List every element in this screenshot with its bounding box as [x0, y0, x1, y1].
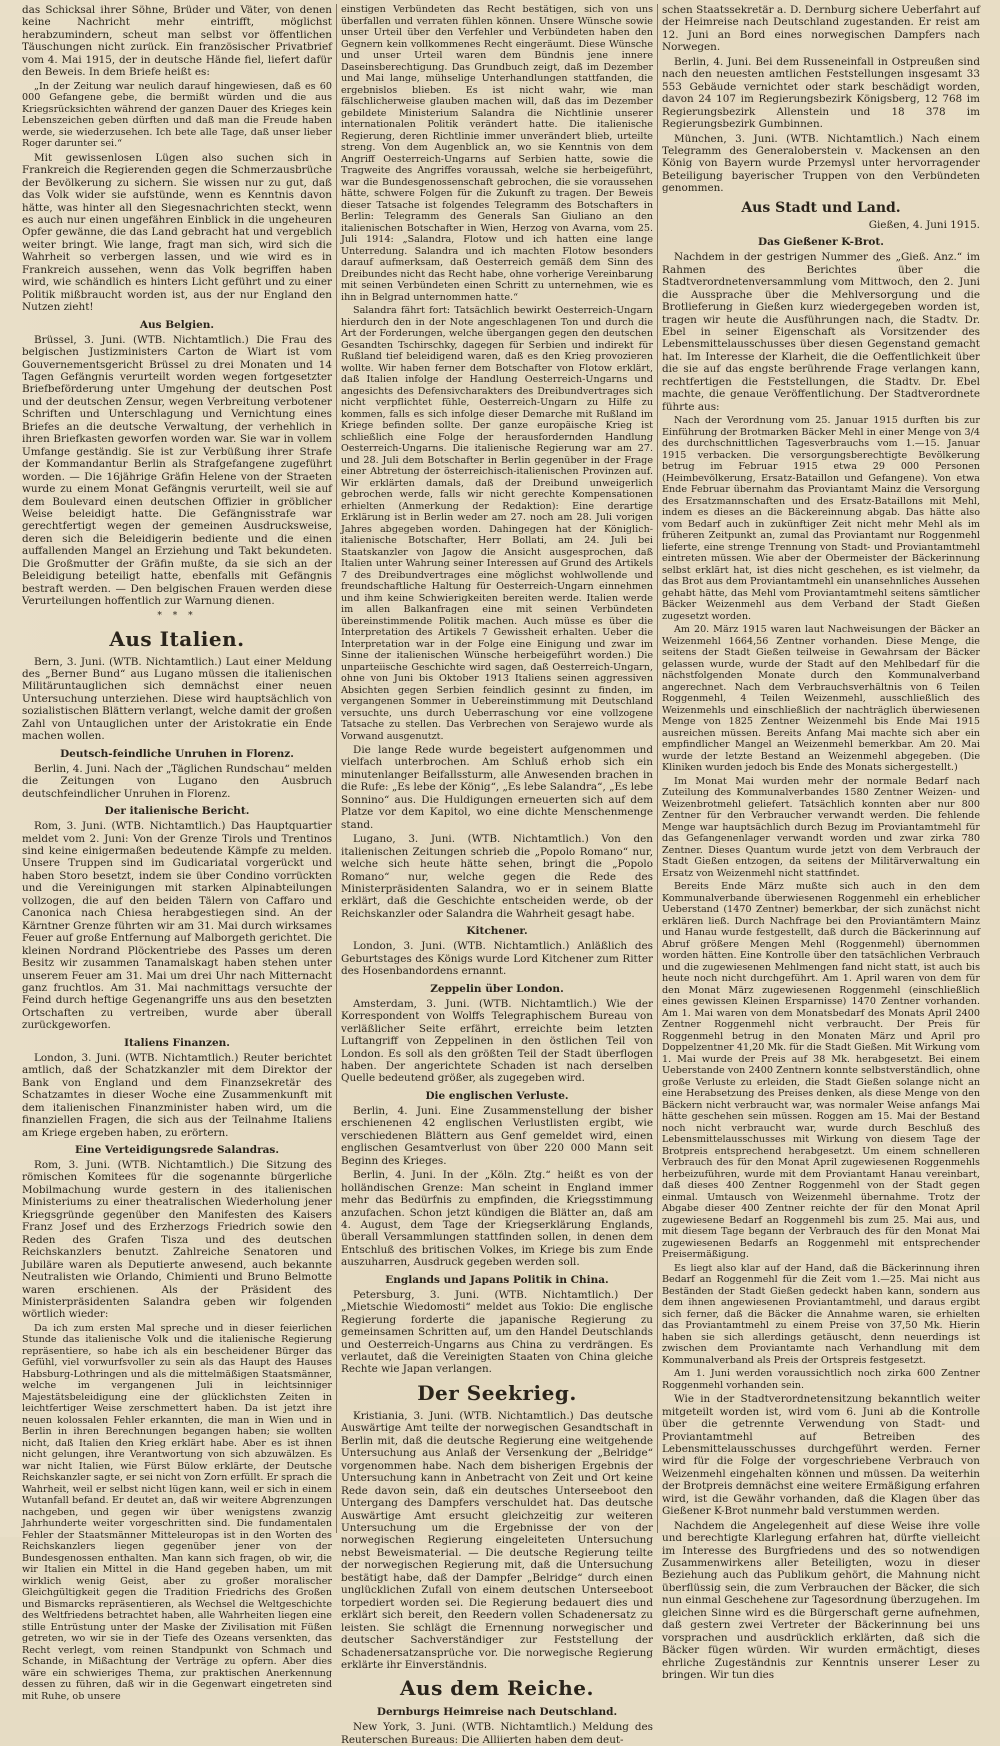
quoted-speech: Im Monat Mai wurden mehr der normale Bedarf nach Zuteilung des Kommunalverbandes 1580 Zentner Weizen- und Weizenbrotmehl geliefert. Tatsächlich konnten aber nur 800 Zentner für den Verbraucher verwandt werden. Die fehlende Menge war hauptsächlich durch Bezug im Proviantamtmehl für das Gefangenenlager verwandt worden und zwar zirka 780 Zentner. Dieses Quantum wurde jetzt von dem Verbrauch der Stadt Gießen entzogen, da seitens der Militärverwaltung ein Ersatz von Weizenmehl nicht stattfindet. — [662, 775, 980, 879]
article-text: Berlin, 4. Juni. Eine Zusammenstellung der bisher erschienenen 42 englischen Verlustlisten ergibt, wie verschiedenen Blättern aus Genf gemeldet wird, einen englischen Gesamtverlust von über 220 000 Mann seit Beginn des Krieges. — [341, 1104, 653, 1167]
section-heading-china: Englands und Japans Politik in China. — [385, 1273, 609, 1286]
article-text: Wie in der Stadtverordnetensitzung bekanntlich weiter mitgeteilt worden ist, wird vom 6. Juni ab die Kontrolle über die getrennte Verwendung von Stadt- und Proviantamtmehl auf Betreiben des Lebensmittelausschusses durchgeführt werden. Ferner wird für die Folge der vorgeschriebene Verbrauch von Weizenmehl eingehalten können und müssen. Da weiterhin der Brotpreis demnächst eine weitere Ermäßigung erfahren wird, ist die Gewähr vorhanden, daß die Klagen über das Gießener K-Brot nunmehr bald verstummen werden. — [662, 1393, 980, 1518]
article-text: München, 3. Juni. (WTB. Nichtamtlich.) Nach einem Telegramm des Generaloberstein v. Mackensen an den König von Bayern wurde Przemysl unter hervorragender Beteiligung bayerischer Truppen von den Verbündeten genommen. — [662, 132, 980, 195]
quoted-speech: Da ich zum ersten Mal spreche und in dieser feierlichen Stunde das italienische Volk und die italienische Regierung repräsentiere, so habe ich als ein bescheidener Bürger das Gefühl, viel vorwurfsvoller zu sein als das Haupt des Hauses Habsburg-Lothringen und als die mittelmäßigen Staatsmänner, welche im vergangenen Juli in leichtsinniger Majestätsbeleidigung eine der glücklichsten Zeiten in leichtfertiger Weise zerschmettert haben. Da ist jetzt ihre neuen kolossalen Fehler erkannten, die man in Wien und in Berlin in ihren Berechnungen begangen haben; sie wollten nicht, daß Italien den Krieg erklärt habe. Aber es ist ihnen nicht gelungen, ihre Verantwortung von sich abzuwälzen. Es war nicht Italien, wie Fürst Bülow erklärte, der Deutsche Reichskanzler sagte, er sei nicht von Zorn erfüllt. Er sprach die Wahrheit, weil er selbst nicht lügen kann, weil er sich in einem Wutanfall befand. Er deutet an, daß wir weitere Abgrenzungen nachgeben, und gegen wir über wenigstens zwanzig Jahrhunderte weiter vorgeschritten sind. Die fundamentalen Fehler der Staatsmänner Mitteleuropas ist in den Worten des Reichskanzlers liegen gegenüber jener von der Bundesgenossen enthalten. Man kann sich fragen, ob wir, die wir Italien ein Mittel in die Hand gegeben haben, um mit wirklich wenig Geist, aber zu großer moralischer Gleichgültigkeit gegen die Tradition Friedrichs des Großen und Bismarcks repräsentieren, als Wechsel die Weltgeschichte des Weltfriedens betrachtet haben, alle Wahrheiten liegen eine stille Entrüstung unter der Maske der Zivilisation mit Füßen getreten, wo wir sie in der Tiefe des Ozeans versenkten, das Recht verlegt, vom reinen Standpunkt von Schmach und Schande, in Mißachtung der Verträge zu opfern. Aber dies wäre ein schwieriges Thema, zur praktischen Anerkennung dessen zu führen, daß wir in die Gegenwart eingetreten sind mit Ruhe, ob unsere — [22, 1322, 333, 1702]
article-text: Berlin, 4. Juni. Nach der „Täglichen Rundschau“ melden die Zeitungen von Lugano den Ausbruch deutschfeindlicher Unruhen in Florenz. — [22, 762, 332, 800]
quoted-letter: „In der Zeitung war neulich darauf hingewiesen, daß es 60 000 Gefangene gebe, die bermißt würden und die aus Kriegsrücksichten während der ganzen Dauer des Krieges kein Lebenszeichen geben dürften und daß man die Freude haben werde, sie wiederzusehen. Ich bete alle Tage, daß unser lieber Roger darunter sei.“ — [22, 80, 332, 150]
dateline: Gießen, 4. Juni 1915. — [868, 218, 980, 231]
article-text: Berlin, 4. Juni. In der „Köln. Ztg.“ heißt es von der holländischen Grenze: Man scheint in England immer mehr das Bedürfnis zu empfinden, die Kriegsstimmung anzufachen. Schon jetzt kündigen die Blätter an, daß am 4. August, dem Tage der Kriegserklärung Englands, überall Versammlungen stattfinden sollen, in denen dem Entschluß des britischen Volkes, im Kriege bis zum Ende auszuharren, Ausdruck gegeben werden soll. — [341, 1169, 653, 1269]
section-heading-verluste: Die englischen Verluste. — [425, 1089, 569, 1102]
section-heading-stadt: Aus Stadt und Land. — [741, 199, 901, 216]
quoted-speech: einstigen Verbündeten das Recht bestätigen, sich von uns überfallen und verraten fühlen können. Unsere Wünsche sowie unser Urteil über den Verfehler und Verbündeten haben den Gegnern kein vollkommenes Recht eingeräumt. Diese Wünsche und unser Urteil waren dem Bündnis jene innere Daseinsberechtigung. Das Grundbuch zeigt, daß im Dezember und Mai lange, mühselige Unterhandlungen stattfanden, die ergebnislos blieben. Es ist nicht wahr, wie man fälschlicherweise glauben machen will, daß das im Dezember gebildete Ministerium Salandra die Nichtlinie unserer internationalen Politik verändert hatte. Die italienische Regierung, deren Richtlinie immer unverändert blieb, urteilte streng. Von dem Augenblick an, wo sie Kenntnis von dem Angriff Oesterreich-Ungarns auf Serbien hatte, sowie die Tragweite des Angriffes voraussah, welche sie herbeigeführt, war die Bundesgenossenschaft gebrochen, die sie voraussehen hätte, schwere Folgen für die Zukunft zu tragen. Der Beweis dieser Tatsache ist folgendes Telegramm des Botschafters in Berlin: Telegramm des Generals San Giuliano an den italienischen Botschafter in Wien, Herzog von Avarna, vom 25. Juli 1914: „Salandra, Flotow und ich hatten eine lange Unterredung. Salandra und ich machten Flotow besonders darauf aufmerksam, daß Oesterreich gemäß dem Sinn des Dreibundes nicht das Recht habe, ohne vorherige Vereinbarung mit seinen Verbündeten einen Schritt zu unternehmen, wie es ihn in Belgrad unternommen hatte.“ — [341, 4, 653, 303]
article-text: Lugano, 3. Juni. (WTB. Nichtamtlich.) Von den italienischen Zeitungen schrieb die „Popolo Romano“ nur, welche sich heute hätte sehen, bringt die „Popolo Romano“ nur, welche gegen die Rede des Ministerpräsidenten Salandra, wo er in seinem Blatte erklärt, daß die Geschichte entscheiden werde, ob der Reichskanzler oder Salandra die Wahrheit gesagt habe. — [341, 833, 653, 920]
article-text: Mit gewissenlosen Lügen also suchen sich in Frankreich die Regierenden gegen die Schmerzausbrüche der Bevölkerung zu sichern. Sie wissen nur zu gut, daß das Volk wider sie aufstünde, wenn es Kenntnis davon hätte, was hinter all den Siegesnachrichten steckt, wenn es auch nur einen ungefähren Einblick in die ungeheuren Opfer gewänne, die das Land gebracht hat und vergeblich weiter bringt. Wie lange, fragt man sich, wird sich die Wahrheit so verbergen lassen, und wie wird es in Frankreich aussehen, wenn das Volk begriffen haben wird, wie schändlich es hinters Licht geführt und zu einer Politik mißbraucht worden ist, aus der nur England den Nutzen zieht! — [22, 151, 332, 314]
section-heading-kitchener: Kitchener. — [466, 925, 528, 938]
section-heading-finanzen: Italiens Finanzen. — [124, 1036, 230, 1049]
section-heading-belgien: Aus Belgien. — [139, 318, 215, 331]
article-text: London, 3. Juni. (WTB. Nichtamtlich.) Anläßlich des Geburtstages des Königs wurde Lord Kitchener zum Ritter des Hosenbandordens ernannt. — [341, 940, 653, 978]
section-heading-zeppelin: Zeppelin über London. — [430, 982, 564, 995]
section-heading-salandra: Eine Verteidigungsrede Salandras. — [74, 1143, 280, 1156]
article-text: Nachdem in der gestrigen Nummer des „Gieß. Anz.“ im Rahmen des Berichtes über die Stadtverordnetenversammlung vom Mittwoch, den 2. Juni die Aussprache über die Mehlversorgung und die Brotlieferung in Gießen kurz wiedergegeben worden ist, tragen wir heute die Ausführungen nach, die Stadtv. Dr. Ebel in seiner Eigenschaft als Vorsitzender des Lebensmittelausschusses über diesen Gegenstand gemacht hat. Im Interesse der Klarheit, die die Oeffentlichkeit über die sie auf das engste berührende Frage verlangen kann, rechtfertigen die Feststellungen, die Stadtv. Dr. Ebel machte, die genaue Veröffentlichung. Der Stadtverordnete führte aus: — [662, 251, 980, 413]
section-heading-florenz: Deutsch-feindliche Unruhen in Florenz. — [60, 747, 294, 760]
quoted-speech: Bereits Ende März mußte sich auch in den dem Kommunalverbande überwiesenen Roggenmehl ein erheblicher Ueberstand (1470 Zentner) bemerkbar, der sich zunächst nicht erklären ließ. Durch Nachfrage bei den Proviantämtern Mainz und Hanau wurde festgestellt, daß durch die Bäckerinnung auf Abruf größere Mengen Mehl (Roggenmehl) übernommen worden hätten. Eine Kontrolle über den tatsächlichen Verbrauch und die zugewiesenen Mehlmengen fand nicht statt, ist auch bis heute noch nicht durchgeführt. Am 1. April waren von dem für den Monat März zugewiesenen Roggenmehl (einschließlich eines gewissen Kleinen Ersparnisse) 1470 Zentner vorhanden. Am 1. Mai waren von dem Monatsbedarf des Monats April 2400 Zentner Roggenmehl nicht verbraucht. Der Preis für Roggenmehl betrug in den Monaten März und April pro Doppelzentner 41,20 Mk. für die Stadt Gießen. Mit Wirkung vom 1. Mai wurde der Preis auf 38 Mk. herabgesetzt. Bei einem Ueberstande von 2400 Zentnern konnte selbstverständlich, ohne große Verluste zu erleiden, die Stadt Gießen solange nicht an eine Herabsetzung des Preises denken, als diese Menge von den Bäckern nicht verbraucht war, was normaler Weise anfangs Mai hätte geschehen sein müssen. Roggen am 15. Mai der Bestand noch nicht verbraucht war, wurde durch Beschluß des Lebensmittelausschusses mit Wirkung von diesem Tage der Brotpreis entsprechend herabgesetzt. Um einem schnelleren Verbrauch des für den Monat April zugewiesenen Roggenmehls herbeizuführen, wurde mit dem Proviantamt Hanau vereinbart, daß dieses 400 Zentner Roggenmehl von der Stadt gegen einmal. Umtausch von Weizenmehl übernahme. Trotz der Abgabe dieser 400 Zentner reichte der für den Monat April zugewiesene Bedarf an Roggenmehl bis zum 25. Mai aus, und mit diesem Tage begann der Verbrauch des für den Monat Mai zugewiesenen Bedarfs an Roggenmehl mit entsprechender Preisermäßigung. — [662, 881, 980, 1261]
section-heading-reiche: Aus dem Reiche. — [400, 1676, 594, 1701]
article-text: Nachdem die Angelegenheit auf diese Weise ihre volle und berechtigte Klarlegung erfahren hat, dürfte vielleicht im Interesse des Burgfriedens und des so notwendigen Zusammenwirkens aller Beteiligten, wozu in dieser Beziehung auch das Publikum gehört, die Mahnung nicht überflüssig sein, die zum Verbrauchen der Bäcker, die sich nun einmal Geschehene zur Tagesordnung überzugehen. Im gleichen Sinne wird es die Bürgerschaft gerne aufnehmen, daß gestern zwei Vertreter der Bäckerinnung bei uns vorsprachen und ausdrücklich erklärten, daß sich die Bäcker fügen würden. Wir wurden ermächtigt, dieses ehrliche Zugeständnis zur Kenntnis unserer Leser zu bringen. Wir tun dies — [662, 1519, 980, 1682]
article-text: Amsterdam, 3. Juni. (WTB. Nichtamtlich.) Wie der Korrespondent von Wolffs Telegraphischem Bureau von verläßlicher Seite erfährt, erreichte beim letzten Luftangriff von Zeppelinen in den östlichen Teil von London. Es soll als den größten Teil der Stadt überflogen haben. Der angerichtete Schaden ist nach derselben Quelle bedeutend größer, als zugegeben wird. — [341, 997, 653, 1085]
article-text: London, 3. Juni. (WTB. Nichtamtlich.) Reuter berichtet amtlich, daß der Schatzkanzler mit dem Direktor der Bank von England und dem Finanzsekretär des Schatzamtes in dieser Woche eine Zusammenkunft mit dem italienischen Finanzminister haben wird, um die finanziellen Fragen, die sich aus der Teilnahme Italiens am Kriege ergeben haben, zu erörtern. — [22, 1051, 332, 1139]
quoted-speech: Am 20. März 1915 waren laut Nachweisungen der Bäcker an Weizenmehl 1664,56 Zentner vorhanden. Diese Menge, die seitens der Stadt Gießen teilweise in Gewahrsam der Bäcker gelassen wurde, wurde der Stadt auf den Mehlbedarf für die nächstfolgenden Monate durch den Kommunalverband angerechnet. Nach dem Verbrauchsverhältnis von 6 Teilen Roggenmehl, 4 Teilen Weizenmehl, ausschließlich des Weizenmehls und einschließlich der nachträglich überwiesenen Menge von 1825 Zentner Weizenmehl bis Ende Mai 1915 ausreichen müssen. Bereits Anfang Mai machte sich aber ein empfindlicher Mangel an Weizenmehl bemerkbar. Am 20. Mai wurde der letzte Bestand an Weizenmehl abgegeben. (Die Kliniken wurden jedoch bis Ende des Monats sichergestellt.) — [662, 624, 980, 774]
column-rule — [336, 4, 337, 1533]
article-text: Rom, 3. Juni. (WTB. Nichtamtlich.) Das Hauptquartier meldet vom 2. Juni: Von der Grenze Tirols und Trentinos sind keine einigermaßen bedeutende Kämpfe zu melden. Unsere Truppen sind im Gudicariatal vorgerückt und haben Storo besetzt, indem sie über Condino vorrückten und die Vereinigungen mit starken Alpinabteilungen vollzogen, die auf den beiden Tälern von Caffaro und Canonica nach Chiesa herabgestiegen sind. An der Kärntner Grenze führten wir am 31. Mai durch wirksames Feuer auf große Entfernung auf Malborgeth gerichtet. Die kleinen Nordrand Plöckentriebe des Passes um deren Besitz wir zusammen Tanamalskagt haben stehen unter unserem Feuer am 31. Mai um drei Uhr nach Mitternacht ganz fruchtlos. Am 31. Mai nachmittags versuchte der Feind durch heftige Gegenangriffe uns aus den besetzten Ortschaften zu vertreiben, wurde aber überall zurückgeworfen. — [22, 820, 332, 1032]
article-text: Berlin, 4. Juni. Bei dem Russeneinfall in Ostpreußen sind nach den neuesten amtlichen Feststellungen insgesamt 33 553 Gebäude vernichtet oder stark beschädigt worden, davon 24 107 im Regierungsbezirk Königsberg, 12 768 im Regierungsbezirk Allenstein und 18 378 im Regierungsbezirk Gumbinnen. — [662, 55, 980, 131]
article-text: Brüssel, 3. Juni. (WTB. Nichtamtlich.) Die Frau des belgischen Justizministers Carton de Wiart ist vom Gouvernementsgericht Brüssel zu drei Monaten und 14 Tagen Gefängnis verurteilt worden wegen fortgesetzter Briefbeförderung unter Umgehung der deutschen Post und der deutschen Zensur, wegen Verbreitung verbotener Schriften und Unterschlagung und Vernichtung eines Briefes an die deutsche Verwaltung, der verhehlich in ihren Briefkasten geworfen worden war. Sie war in vollem Umfange geständig. Sie ist zur Verbüßung ihrer Strafe der Kommandantur Berlin als Strafgefangene zugeführt worden. — Die 16jährige Gräfin Helene von der Straeten wurde zu einem Monat Gefängnis verurteilt, weil sie auf dem Boulevard einen deutschen Offizier in gröblicher Weise beleidigt hatte. Die Gefängnisstrafe war gerechtfertigt wegen der gemeinen Ausdrucksweise, deren sich die Beleidigerin bediente und die einen auffallenden Mangel an Erziehung und Takt bekundeten. Die Großmutter der Gräfin mußte, da sie sich an der Beleidigung beteiligt hatte, ebenfalls mit Gefängnis bestraft werden. — Den belgischen Frauen werden diese Verurteilungen hoffentlich zur Warnung dienen. — [22, 333, 332, 608]
column-rule — [657, 4, 658, 1533]
separator-stars: * * * — [157, 610, 197, 621]
section-heading-dernburg: Dernburgs Heimreise nach Deutschland. — [376, 1706, 618, 1719]
section-heading-bericht: Der italienische Bericht. — [104, 805, 250, 818]
quoted-speech: Nach der Verordnung vom 25. Januar 1915 durften bis zur Einführung der Brotmarken Bäcker Mehl in einer Menge von 3/4 des durchschnittlichen Tagesverbrauchs vom 1.—15. Januar 1915 verbacken. Die versorgungsberechtigte Bevölkerung betrug im Februar 1915 etwa 29 000 Personen (Heimbevölkerung, Ersatz-Bataillon und Gefangene). Von etwa Ende Februar übernahm das Proviantamt Mainz die Versorgung des Ersatzmannschaften und des Ersatz-Bataillons mit Mehl, indem es dieses an die Bäckereinnung abgab. Das hätte also vom Bedarf auch in zukünftiger Zeit nicht mehr Mehl als im früheren Zeitpunkt an, zumal das Proviantamt nur Roggenmehl lieferte, eine strenge Trennung von Stadt- und Proviantamtmehl eintreten müssen. Wie aber der Obermeister der Bäckerinnung selbst erklärt hat, ist dies nicht geschehen, es ist vielmehr, da das Brot aus dem Proviantamtmehl ein unansehnliches Aussehen gehabt hätte, das Mehl vom Proviantamtmehl seitens sämtlicher Bäcker Weizenmehl aus dem Verband der Stadt Gießen zugesetzt worden. — [662, 415, 980, 622]
article-text: Die lange Rede wurde begeistert aufgenommen und vielfach unterbrochen. Am Schluß erhob sich ein minutenlanger Beifallssturm, alle Anwesenden brachen in die Rufe: „Es lebe der König“, „Es lebe Salandra“, „Es lebe Sonnino“ aus. Die Huldigungen erneuerten sich auf dem Platze vor dem Kapitol, wo eine dichte Menschenmenge stand. — [341, 744, 653, 831]
section-heading-brot: Das Gießener K-Brot. — [758, 236, 884, 249]
article-text: Rom, 3. Juni. (WTB. Nichtamtlich.) Die Sitzung des römischen Komitees für die sogenannte bürgerliche Mobilmachung wurde gestern in des italienischen Ministeriums zu einer theatralischen Wiederholung jener Kriegsgründe gegenüber den Manifesten des Kaisers Franz Josef und des Erzherzogs Friedrich sowie den Reden des Grafen Tisza und des deutschen Reichskanzlers benutzt. Zahlreiche Senatoren und Jubiläre waren als Deputierte anwesend, auch bekannte Neutralisten wie Orlando, Chimienti und Bruno Belmotte waren erschienen. Als der Präsident des Ministerpräsidenten Salandra geben wir folgenden wörtlich wieder: — [22, 1158, 332, 1321]
quoted-speech: Salandra fährt fort: Tatsächlich bewirkt Oesterreich-Ungarn hierdurch den in der Note angeschlagenen Ton und durch die Art der Forderungen, welche übergangen gegen den deutschen Gesandten Tschirschky, dagegen für Serbien und indirekt für Rußland tief beleidigend waren, daß es den Krieg provozieren wollte. Wir haben ferner dem Botschafter von Flotow erklärt, daß Italien infolge der Handlung Oesterreich-Ungarns und angesichts des Defensivcharakters des Dreibundvertrages sich nicht verpflichtet fühle, Oesterreich-Ungarn zu Hilfe zu kommen, falls es sich infolge dieser Demarche mit Rußland im Kriege befinden sollte. Der ganze europäische Krieg ist schließlich eine Folge der herausfordernden Handlung Oesterreich-Ungarns. Die italienische Regierung war am 27. und 28. Juli dem Botschafter in Berlin gegenüber in der Frage einer Abtretung der österreichisch-italienischen Provinzen auf. Wir erklärten damals, daß der Dreibund unweigerlich gebrochen werde, falls wir nicht gerechte Kompensationen erhielten (Anmerkung der Redaktion): Eine derartige Erklärung ist in Berlin weder am 27. noch am 28. Juli vorigen Jahres abgegeben worden. Dahingegen hat der Königlich-italienische Botschafter, Herr Bollati, am 24. Juli bei Staatskanzler von Jagow die Ansicht ausgesprochen, daß Italien unter Wahrung seiner Interessen auf Grund des Artikels 7 des Dreibundvertrages eine möglichst wohlwollende und freundschaftliche Haltung für Oesterreich-Ungarn einnehmen und ihm keine Schwierigkeiten bereiten werde. Italien werde im allen Balkanfragen eine mit seinen Verbündeten übereinstimmende Politik machen. Auch müsse es über die Interpretation des Artikels 7 Gewissheit erhalten. Ueber die Interpretation war in der Folge eine Einigung und zwar im Sinne der italienischen Wünsche herbeigeführt worden.) Die unparteiische Geschichte wird sagen, daß Oesterreich-Ungarn, ohne von Juni bis Oktober 1913 Italiens seinen aggressiven Absichten gegen Serbien feindlich gesinnt zu finden, im vergangenen Sommer in Uebereinstimmung mit Deutschland versuchte, uns durch Ueberraschung vor eine vollzogene Tatsache zu stellen. Das Verbrechen von Serajewo wurde als Vorwand ausgenutzt. — [341, 305, 653, 742]
column-3 — [662, 4, 980, 1682]
article-text: das Schicksal ihrer Söhne, Brüder und Väter, von denen keine Nachricht mehr eintrifft, möglichst herabzumindern, scheut man selbst vor öffentlichen Täuschungen nicht zurück. Ein französischer Privatbrief vom 4. Mai 1915, der in deutsche Hände fiel, liefert dafür den Beweis. In dem Briefe heißt es: — [22, 4, 332, 79]
quoted-speech: Am 1. Juni werden voraussichtlich noch zirka 600 Zentner Roggenmehl vorhanden sein. — [662, 1368, 980, 1391]
article-text: Kristiania, 3. Juni. (WTB. Nichtamtlich.) Das deutsche Auswärtige Amt teilte der norwegischen Gesandtschaft in Berlin mit, daß die deutsche Regierung eine weitgehende Untersuchung aus Anlaß der Versenkung der „Belridge“ vorgenommen habe. Nach dem bisherigen Ergebnis der Untersuchung kann in Anbetracht von Zeit und Ort keine Rede davon sein, daß ein deutsches Unterseeboot den Untergang des Dampfers verschuldet hat. Das deutsche Auswärtige Amt ersucht gleichzeitig zur weiteren Untersuchung um die Ergebnisse der von der norwegischen Regierung eingeleiteten Untersuchung nebst Beweismaterial. — Die deutsche Regierung teilte der norwegischen Regierung mit, daß die Untersuchung bestätigt habe, daß der Dampfer „Belridge“ durch einen unglücklichen Zufall von einem deutschen Unterseeboot torpediert worden sei. Die Regierung bedauert dies und erklärt sich bereit, den Reedern vollen Schadenersatz zu leisten. Sie schlägt die Ernennung norwegischer und deutscher Sachverständiger zur Feststellung der Schadenersatzansprüche vor. Die norwegische Regierung erklärte ihr Einverständnis. — [341, 1409, 653, 1671]
quoted-speech: Es liegt also klar auf der Hand, daß die Bäckerinnung ihren Bedarf an Roggenmehl für die Zeit vom 1.—25. Mai nicht aus Beständen der Stadt Gießen gedeckt haben kann, sondern aus dem ihnen angewiesenen Proviantamtmehl, und daraus ergibt sich ferner, daß die Bäcker die Annahme waren, sie erhielten das Proviantamtmehl zu einem Preise von 37,50 Mk. Hierin haben sie sich allerdings getäuscht, denn neuerdings ist zwischen dem Proviantamte nach Verhandlung mit dem Kommunalverband als Preis der Ortspreis festgesetzt. — [662, 1262, 980, 1366]
column-1 — [22, 4, 333, 1702]
section-heading-italien: Aus Italien. — [109, 626, 245, 651]
article-text: Petersburg, 3. Juni. (WTB. Nichtamtlich.) Der „Mietschie Wiedomosti“ meldet aus Tokio: Die englische Regierung forderte die japanische Regierung zu gemeinsamen Schritten auf, um den Handel Deutschlands und Oesterreich-Ungarns aus China zu verdrängen. Es verlautet, daß die Vereinigten Staaten von China gleiche Rechte wie Japan verlangen. — [341, 1288, 653, 1376]
article-text: Bern, 3. Juni. (WTB. Nichtamtlich.) Laut einer Meldung des „Berner Bund“ aus Lugano müssen die italienischen Militäruntauglichen sich demnächst einer neuen Untersuchung unterziehen. Diese wird hauptsächlich von sozialistischen Blättern verlangt, welche damit der großen Zahl von Untauglichen unter der Aristokratie ein Ende machen wollen. — [22, 655, 332, 743]
section-heading-seekrieg: Der Seekrieg. — [417, 1380, 577, 1405]
article-text: New York, 3. Juni. (WTB. Nichtamtlich.) Meldung des Reuterschen Bureaus: Die Alliierten haben dem deut- — [341, 1721, 653, 1746]
column-2 — [341, 4, 653, 1746]
article-text: schen Staatssekretär a. D. Dernburg sichere Ueberfahrt auf der Heimreise nach Deutschland zugestanden. Er reist am 12. Juni an Bord eines norwegischen Dampfers nach Norwegen. — [662, 4, 980, 54]
